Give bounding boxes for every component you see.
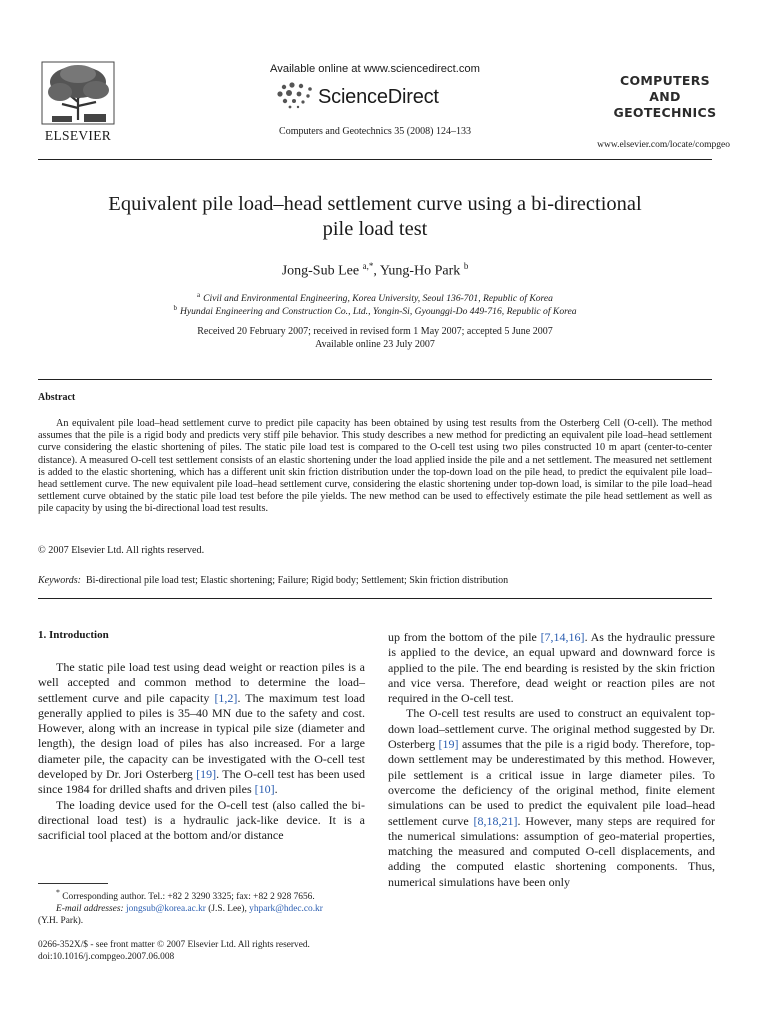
journal-name-line: AND (649, 89, 681, 104)
paragraph (38, 660, 365, 798)
journal-name-line: COMPUTERS (620, 73, 710, 88)
article-dates (38, 325, 712, 351)
header-divider (38, 159, 712, 160)
email-note (38, 904, 365, 916)
email-note-continued: (Y.H. Park). (38, 915, 84, 926)
author-affiliation-mark[interactable]: b (463, 261, 469, 271)
affiliation-a (38, 291, 712, 304)
text: . (274, 782, 278, 797)
keywords-list: Bi-directional pile load test; Elastic shortening; Failure; Rigid body; Settlement; Skin friction distribution (85, 575, 509, 586)
text: . The O-cell test has been used since 1984 for drilled shafts and driven piles (38, 767, 365, 797)
affiliation-text: Civil and Environmental Engineering, Korea University, Seoul 136-701, Republic of Korea (203, 293, 553, 305)
available-date: Available online 23 July 2007 (315, 339, 435, 350)
footnotes (38, 887, 365, 928)
text: . As the hydraulic pressure is applied to the device, an equal upward and downward force is applied to the pile. The end bearding is resisted by the skin friction and vice versa. Therefore, dead weight or reaction piles are not required in the O-cell test. (388, 630, 716, 706)
author-list (38, 261, 712, 280)
citation-link[interactable]: [8,18,21] (473, 813, 518, 828)
text: . However, many steps are required for the numerical simulations: assumption of geo-material properties, matching the measured and computed O-cell displacements, and adding the computed elastic shortening components. Thus, numerical simulations have been only (388, 813, 715, 889)
publisher-name: ELSEVIER (44, 128, 112, 143)
keywords (38, 575, 712, 586)
citation-link[interactable]: [19] (438, 737, 459, 752)
abstract-divider-bottom (38, 598, 712, 599)
title-line: pile load test (322, 218, 428, 240)
citation-link[interactable]: [1,2] (214, 690, 238, 705)
issn-line: 0266-352X/$ - see front matter © 2007 Elsevier Ltd. All rights reserved. (38, 940, 310, 950)
text: Corresponding author. Tel.: +82 2 3290 3325; fax: +82 2 928 7656. (62, 892, 315, 903)
sciencedirect-wordmark: ScienceDirect (318, 86, 439, 108)
affiliation-mark: a (197, 291, 201, 299)
text: up from the bottom of the pile (388, 630, 541, 644)
available-online-text: Available online at www.sciencedirect.com (270, 63, 480, 75)
keywords-label: Keywords: (38, 575, 81, 586)
abstract-divider-top (38, 379, 712, 380)
title-line: Equivalent pile load–head settlement curve using a bi-directional (108, 193, 642, 215)
paragraph: The loading device used for the O-cell test (also called the bi-directional load test) is a hydraulic jack-like device. It is a sacrificial tool placed at the bottom and/or distance (38, 797, 365, 843)
author-affiliation-mark[interactable]: a,* (362, 261, 374, 271)
author-name[interactable]: Jong-Sub Lee (281, 263, 360, 279)
left-column (38, 660, 365, 844)
text: The static pile load test using dead weight or reaction piles is a well accepted and common method to determine the load–settlement curve and pile capacity (38, 660, 365, 705)
email-link[interactable]: jongsub@korea.ac.kr (125, 903, 206, 914)
footnote-mark: * (56, 888, 60, 897)
affiliation-b (38, 304, 712, 317)
email-link[interactable]: yhpark@hdec.co.kr (249, 903, 323, 914)
citation-link[interactable]: [10] (254, 782, 275, 797)
journal-name-line: GEOTECHNICS (613, 105, 717, 120)
section-heading-introduction: 1. Introduction (38, 629, 109, 641)
citation-link[interactable]: [19] (196, 767, 217, 782)
text: (J.S. Lee), (205, 903, 250, 914)
citation-link[interactable]: [7,14,16] (540, 630, 585, 644)
right-column (388, 630, 715, 890)
author-separator: , (373, 263, 380, 279)
abstract-heading: Abstract (38, 392, 76, 403)
journal-url-link[interactable]: www.elsevier.com/locate/compgeo (597, 140, 730, 150)
author-name[interactable]: Yung-Ho Park (379, 263, 461, 279)
affiliation-mark: b (173, 304, 177, 312)
article-title (38, 192, 712, 242)
abstract-copyright: © 2007 Elsevier Ltd. All rights reserved. (38, 545, 205, 556)
email-label: E-mail addresses: (56, 903, 124, 914)
paragraph (388, 630, 715, 706)
doi-link[interactable]: doi:10.1016/j.compgeo.2007.06.008 (38, 951, 175, 962)
journal-reference: Computers and Geotechnics 35 (2008) 124–133 (279, 126, 471, 137)
abstract-text: An equivalent pile load–head settlement curve to predict pile capacity has been obtained by using test results from the Osterberg Cell (O-cell). The method assumes that the pile is a rigid body and predicts very stiff pile behavior. This study describes a new method for predicting an equivalent pile load–head settlement curve considering the elastic shortening of piles. The static pile load test is compared to the O-cell test using two piles constructed 10 m apart (center-to-center distance). A measured O-cell test settlement consists of an elastic shortening under the load applied inside the pile and a net settlement. The measured net settlement is added to the elastic shortening, which has a different unit skin friction distribution under the top-down load on the pile head, to predict the equivalent pile load–head settlement curve. The new equivalent pile load–head settlement curve, considering the elastic shortening under top-down load, is similar to the pile load–head settlement curve obtained by the static pile load test before the pile yields. The new method can be used to effectively estimate the pile head settlement as well as pile capacity by using the bi-directional load test results. (38, 418, 712, 515)
received-dates: Received 20 February 2007; received in revised form 1 May 2007; accepted 5 June 2007 (197, 326, 553, 337)
corresponding-author-note (38, 887, 365, 904)
footnote-divider (38, 883, 108, 884)
text: . The maximum test load generally applied to piles is 35–40 MN due to the safety and cost. However, along with an increase in typical pile size (diameter and length), the design load of piles has also increased. For a large diameter pile, the capacity can be investigated with the O-cell test developed by Dr. Jori Osterberg (38, 690, 365, 782)
paragraph (388, 706, 715, 890)
text: assumes that the pile is a rigid body. Therefore, top-down settlement may be underestimated by this method. However, pile settlement is a critical issue in large diameter piles. To overcome the deficiency of the original method, finite element simulations can be used to predict the equivalent pile load–head settlement curve (388, 737, 715, 828)
front-matter (38, 940, 365, 964)
text: The O-cell test results are used to construct an equivalent top-down load–settlement curve. The original method suggested by Dr. Osterberg (388, 706, 715, 752)
affiliation-text: Hyundai Engineering and Construction Co., Ltd., Yongin-Si, Gyounggi-Do 449-716, Republic of Korea (179, 306, 577, 318)
journal-name-logo (600, 73, 730, 121)
